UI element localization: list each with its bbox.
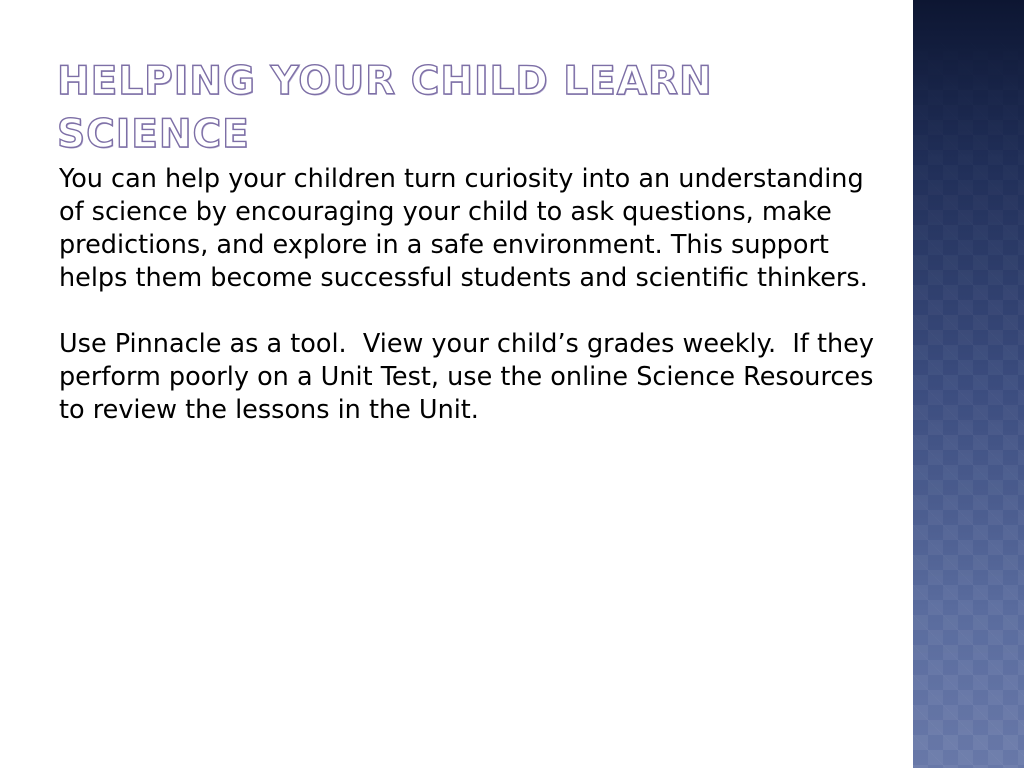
paragraph-curiosity: You can help your children turn curiosity into an understanding of science by encouraging your child to ask questions, make predictions, and explore in a safe environment. This support helps them become successful students and scientific thinkers. [59, 164, 872, 293]
slide-body [59, 163, 889, 460]
paragraph-pinnacle: Use Pinnacle as a tool. View your child’s grades weekly. If they perform poorly on a Unit Test, use the online Science Resources to review the lessons in the Unit. [59, 329, 883, 425]
slide-title: HELPING YOUR CHILD LEARN SCIENCE [57, 59, 713, 157]
diamond-pattern [913, 0, 1024, 768]
decorative-side-band [913, 0, 1024, 768]
